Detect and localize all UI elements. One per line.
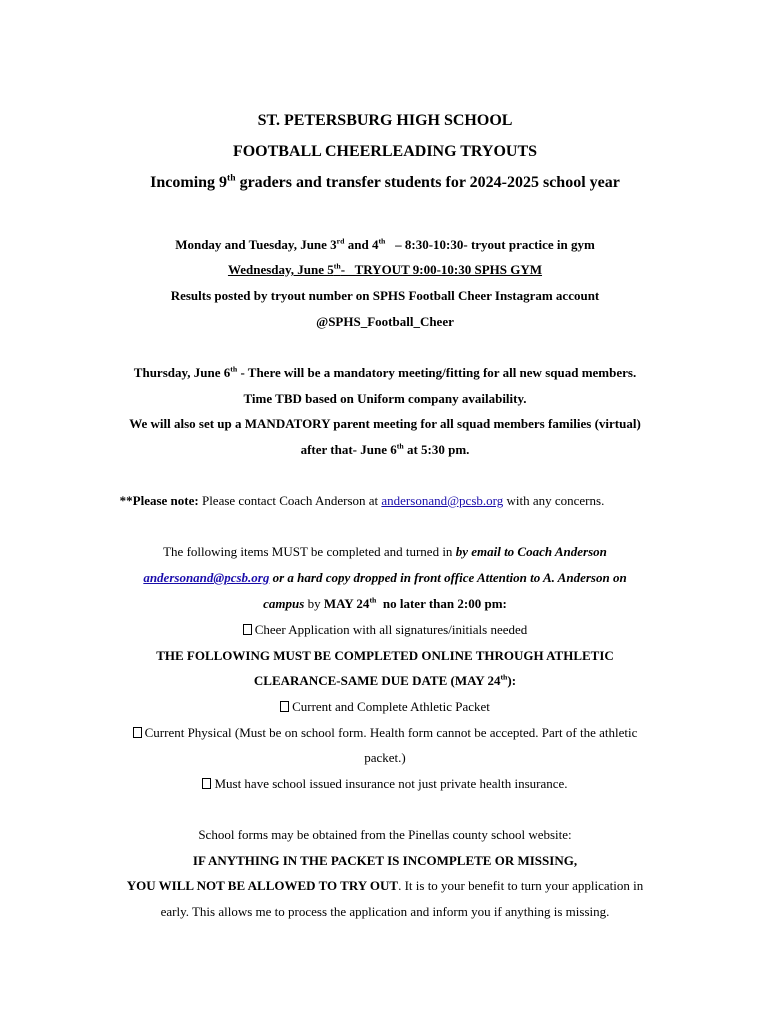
practice-schedule: Monday and Tuesday, June 3rd and 4th – 8:30-10:30- tryout practice in gym: [175, 236, 595, 252]
requirement-item-application: Cheer Application with all signatures/initials needed: [0, 622, 770, 638]
online-heading-2: CLEARANCE-SAME DUE DATE (MAY 24th):: [253, 672, 517, 688]
requirement-item-physical: Current Physical (Must be on school form. Health form cannot be accepted. Part of the athletic: [0, 725, 770, 741]
requirements-line-2: andersonand@pcsb.org or a hard copy dropped in front office Attention to A. Anderson on: [143, 570, 627, 585]
warning-line-2: YOU WILL NOT BE ALLOWED TO TRY OUT. It is to your benefit to turn your application in: [126, 878, 644, 893]
requirement-item-athletic-packet: Current and Complete Athletic Packet: [0, 699, 770, 715]
forms-line: School forms may be obtained from the Pinellas county school website:: [198, 827, 572, 842]
checkbox-icon: [202, 778, 211, 789]
online-heading-1: THE FOLLOWING MUST BE COMPLETED ONLINE THROUGH ATHLETIC: [156, 648, 614, 663]
checkbox-icon: [133, 727, 142, 738]
meeting-line-4: after that- June 6th at 5:30 pm.: [300, 441, 470, 457]
warning-line-1: IF ANYTHING IN THE PACKET IS INCOMPLETE OR MISSING,: [192, 853, 578, 868]
requirements-email-link[interactable]: andersonand@pcsb.org: [143, 570, 270, 585]
tryout-schedule: Wednesday, June 5th- TRYOUT 9:00-10:30 SPHS GYM: [227, 261, 543, 277]
requirement-item-physical-cont: packet.): [364, 750, 406, 765]
meeting-line-1: Thursday, June 6th - There will be a mandatory meeting/fitting for all new squad members.: [133, 364, 637, 380]
checkbox-icon: [243, 624, 252, 635]
program-title: FOOTBALL CHEERLEADING TRYOUTS: [232, 143, 538, 160]
requirements-intro: The following items MUST be completed and turned in by email to Coach Anderson: [163, 544, 607, 559]
meeting-line-3: We will also set up a MANDATORY parent meeting for all squad members families (virtual): [129, 416, 641, 431]
note-line: **Please note: Please contact Coach Anderson at andersonand@pcsb.org with any concerns.: [119, 493, 605, 508]
school-name: ST. PETERSBURG HIGH SCHOOL: [257, 112, 513, 129]
results-line: Results posted by tryout number on SPHS Football Cheer Instagram account: [170, 288, 600, 303]
requirement-item-insurance: Must have school issued insurance not just private health insurance.: [0, 776, 770, 792]
note-email-link[interactable]: andersonand@pcsb.org: [381, 493, 504, 508]
meeting-line-2: Time TBD based on Uniform company availability.: [243, 391, 527, 406]
warning-line-3: early. This allows me to process the application and inform you if anything is missing.: [160, 904, 610, 919]
audience-line: Incoming 9th graders and transfer students for 2024-2025 school year: [150, 172, 620, 191]
instagram-handle: @SPHS_Football_Cheer: [316, 314, 454, 329]
requirements-line-3: campus by MAY 24th no later than 2:00 pm:: [263, 595, 507, 611]
checkbox-icon: [280, 701, 289, 712]
